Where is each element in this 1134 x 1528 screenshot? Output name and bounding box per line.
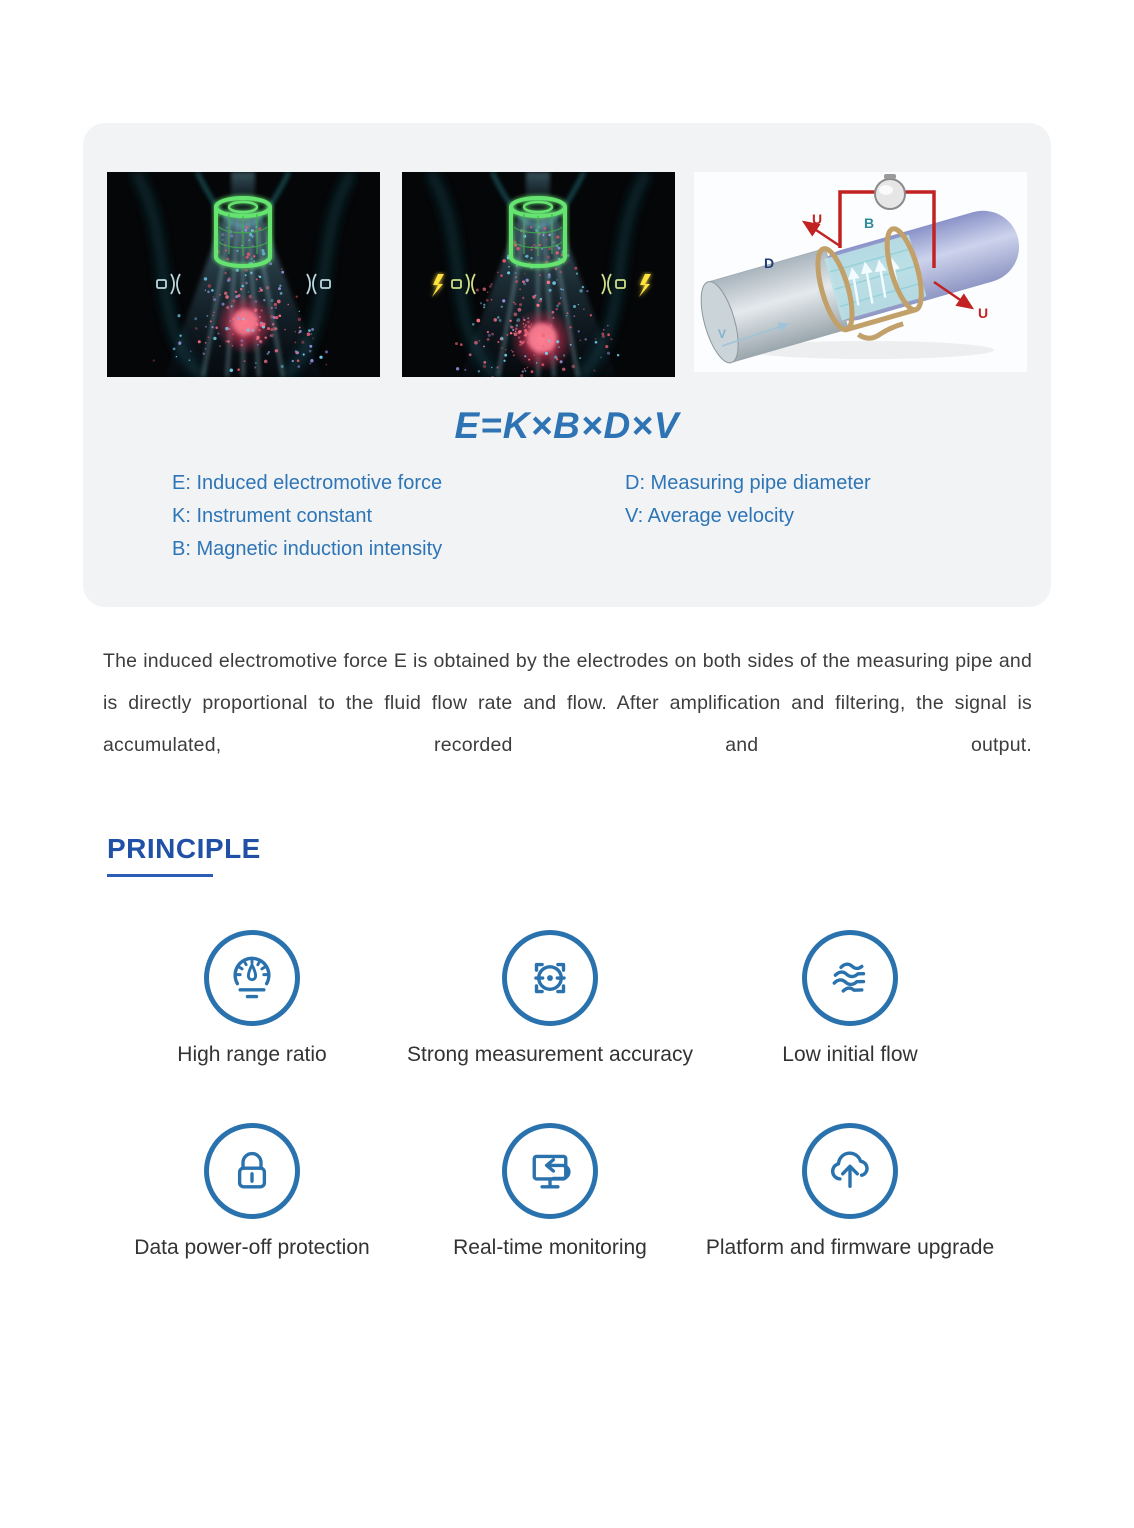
feature-power-off-protection [103, 1123, 401, 1260]
cloud-upload-icon [802, 1123, 898, 1219]
feature-low-initial-flow [699, 930, 1001, 1067]
hero-images-row [107, 172, 1027, 377]
legend-item-e: E: Induced electromotive force [172, 472, 443, 494]
legend-item-v: V: Average velocity [625, 505, 794, 527]
diagram-label-d: D [764, 255, 775, 271]
features-row-2 [103, 1123, 1003, 1260]
diagram-label-u2: U [978, 305, 989, 321]
feature-label: Data power-off protection [134, 1236, 370, 1259]
diagram-label-v: V [718, 327, 727, 341]
feature-label: High range ratio [177, 1043, 327, 1066]
feature-firmware-upgrade [699, 1123, 1001, 1260]
feature-realtime-monitoring [401, 1123, 699, 1260]
features-grid [103, 930, 1003, 1260]
diagram-label-u1: U [812, 211, 823, 227]
waves-icon [802, 930, 898, 1026]
section-title-principle: PRINCIPLE [107, 833, 261, 864]
formula-legend-left [172, 467, 442, 566]
flow-simulation-image-2 [402, 172, 675, 377]
focus-accuracy-icon [502, 930, 598, 1026]
lock-icon [204, 1123, 300, 1219]
features-row-1 [103, 930, 1003, 1067]
intro-paragraph: The induced electromotive force E is obtained by the electrodes on both sides of the measuring pipe and is directly proportional to the fluid flow rate and flow. After amplification and filtering, the signal is accumulated, recorded and output. [103, 650, 1032, 756]
diagram-label-b: B [864, 215, 875, 231]
feature-label: Platform and firmware upgrade [705, 1236, 995, 1259]
monitor-sync-icon [502, 1123, 598, 1219]
feature-high-range-ratio [103, 930, 401, 1067]
gauge-icon [204, 930, 300, 1026]
formula-legend-right [625, 467, 871, 533]
feature-label: Low initial flow [782, 1043, 918, 1066]
formula-text: E=K×B×D×V [454, 405, 680, 446]
feature-measurement-accuracy [401, 930, 699, 1067]
legend-item-b: B: Magnetic induction intensity [172, 538, 443, 560]
legend-item-k: K: Instrument constant [172, 505, 373, 527]
section-title-underline [107, 874, 213, 877]
legend-item-d: D: Measuring pipe diameter [625, 472, 871, 494]
feature-label: Strong measurement accuracy [407, 1043, 693, 1066]
principle-panel [83, 123, 1051, 607]
flowmeter-diagram-image [694, 172, 1027, 372]
flow-simulation-image-1 [107, 172, 380, 377]
feature-label: Real-time monitoring [453, 1236, 647, 1259]
